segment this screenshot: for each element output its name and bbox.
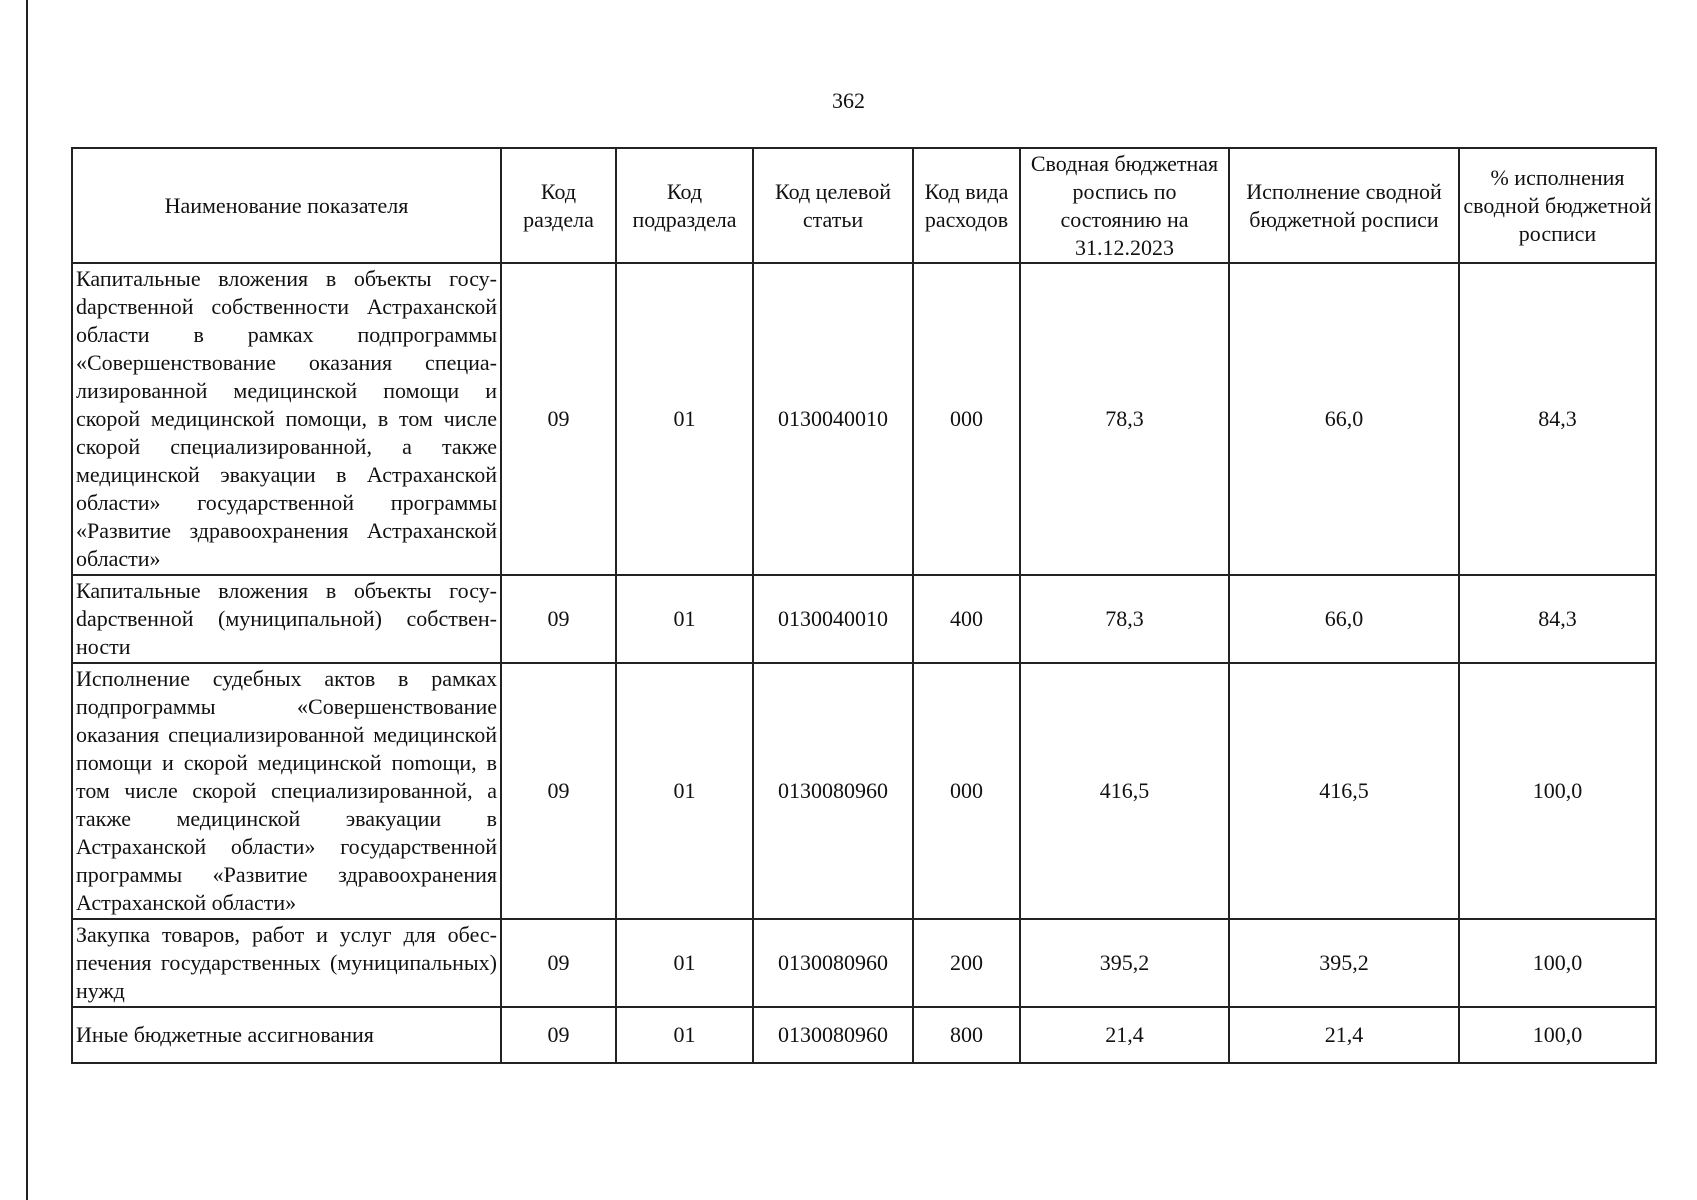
- row-percent: 84,3: [1459, 575, 1656, 663]
- row-section-code: 09: [501, 575, 616, 663]
- row-execution: 395,2: [1229, 919, 1459, 1007]
- row-subsection-code: 01: [616, 263, 753, 575]
- row-percent: 100,0: [1459, 663, 1656, 919]
- header-plan: Сводная бюджетная роспись по состоянию на 31.12.2023: [1020, 148, 1229, 263]
- left-margin-rule: [26, 0, 28, 1200]
- row-plan: 21,4: [1020, 1007, 1229, 1063]
- header-percent: % исполнения сводной бюджетной росписи: [1459, 148, 1656, 263]
- header-execution: Исполнение сводной бюджетной росписи: [1229, 148, 1459, 263]
- row-expense-code: 800: [913, 1007, 1020, 1063]
- header-section-code: Код раздела: [501, 148, 616, 263]
- table-header-row: [72, 148, 1656, 263]
- budget-table: [71, 147, 1657, 1064]
- row-subsection-code: 01: [616, 1007, 753, 1063]
- row-plan: 78,3: [1020, 575, 1229, 663]
- header-expense-code: Код вида расходов: [913, 148, 1020, 263]
- row-name: Иные бюджетные ассигнования: [72, 1007, 501, 1063]
- header-subsection-code: Код подраздела: [616, 148, 753, 263]
- row-expense-code: 000: [913, 663, 1020, 919]
- row-expense-code: 000: [913, 263, 1020, 575]
- table-row: [72, 1007, 1656, 1063]
- row-execution: 21,4: [1229, 1007, 1459, 1063]
- header-name: Наименование показателя: [72, 148, 501, 263]
- row-name: Исполнение судебных актов в рамках подпрограммы «Совершенствование оказания специализированной медицинской помощи и скорой медицинской поmощи, в том числе скорой специализированной, а также медицинской эвакуации в Астраханской области» государственной программы «Развитие здравоохранения Астраханской области»: [72, 663, 501, 919]
- row-section-code: 09: [501, 919, 616, 1007]
- row-percent: 100,0: [1459, 1007, 1656, 1063]
- row-plan: 395,2: [1020, 919, 1229, 1007]
- row-target-code: 0130080960: [753, 1007, 913, 1063]
- row-section-code: 09: [501, 263, 616, 575]
- row-target-code: 0130040010: [753, 575, 913, 663]
- row-execution: 66,0: [1229, 263, 1459, 575]
- row-target-code: 0130040010: [753, 263, 913, 575]
- row-name: Закупка товаров, работ и услуг для обеспечения государственных (муниципальных) нужд: [72, 919, 501, 1007]
- row-subsection-code: 01: [616, 575, 753, 663]
- row-name: Капитальные вложения в объекты госуdарственной (муниципальной) собственности: [72, 575, 501, 663]
- row-name: Капитальные вложения в объекты госуdарственной собственности Астраханской области в рамках подпрограммы «Совершенствование оказания специализированной медицинской помощи и скорой медицинской помощи, в том числе скорой специализированной, а также медицинской эвакуации в Астраханской области» государственной программы «Развитие здравоохранения Астраханской области»: [72, 263, 501, 575]
- row-target-code: 0130080960: [753, 663, 913, 919]
- row-percent: 84,3: [1459, 263, 1656, 575]
- row-expense-code: 400: [913, 575, 1020, 663]
- row-percent: 100,0: [1459, 919, 1656, 1007]
- header-target-code: Код целевой статьи: [753, 148, 913, 263]
- row-plan: 78,3: [1020, 263, 1229, 575]
- table-row: [72, 263, 1656, 575]
- row-execution: 416,5: [1229, 663, 1459, 919]
- row-execution: 66,0: [1229, 575, 1459, 663]
- row-section-code: 09: [501, 663, 616, 919]
- table-row: [72, 919, 1656, 1007]
- table-row: [72, 575, 1656, 663]
- row-subsection-code: 01: [616, 919, 753, 1007]
- table-row: [72, 663, 1656, 919]
- row-subsection-code: 01: [616, 663, 753, 919]
- row-expense-code: 200: [913, 919, 1020, 1007]
- row-plan: 416,5: [1020, 663, 1229, 919]
- row-section-code: 09: [501, 1007, 616, 1063]
- row-target-code: 0130080960: [753, 919, 913, 1007]
- page-number: 362: [832, 88, 865, 113]
